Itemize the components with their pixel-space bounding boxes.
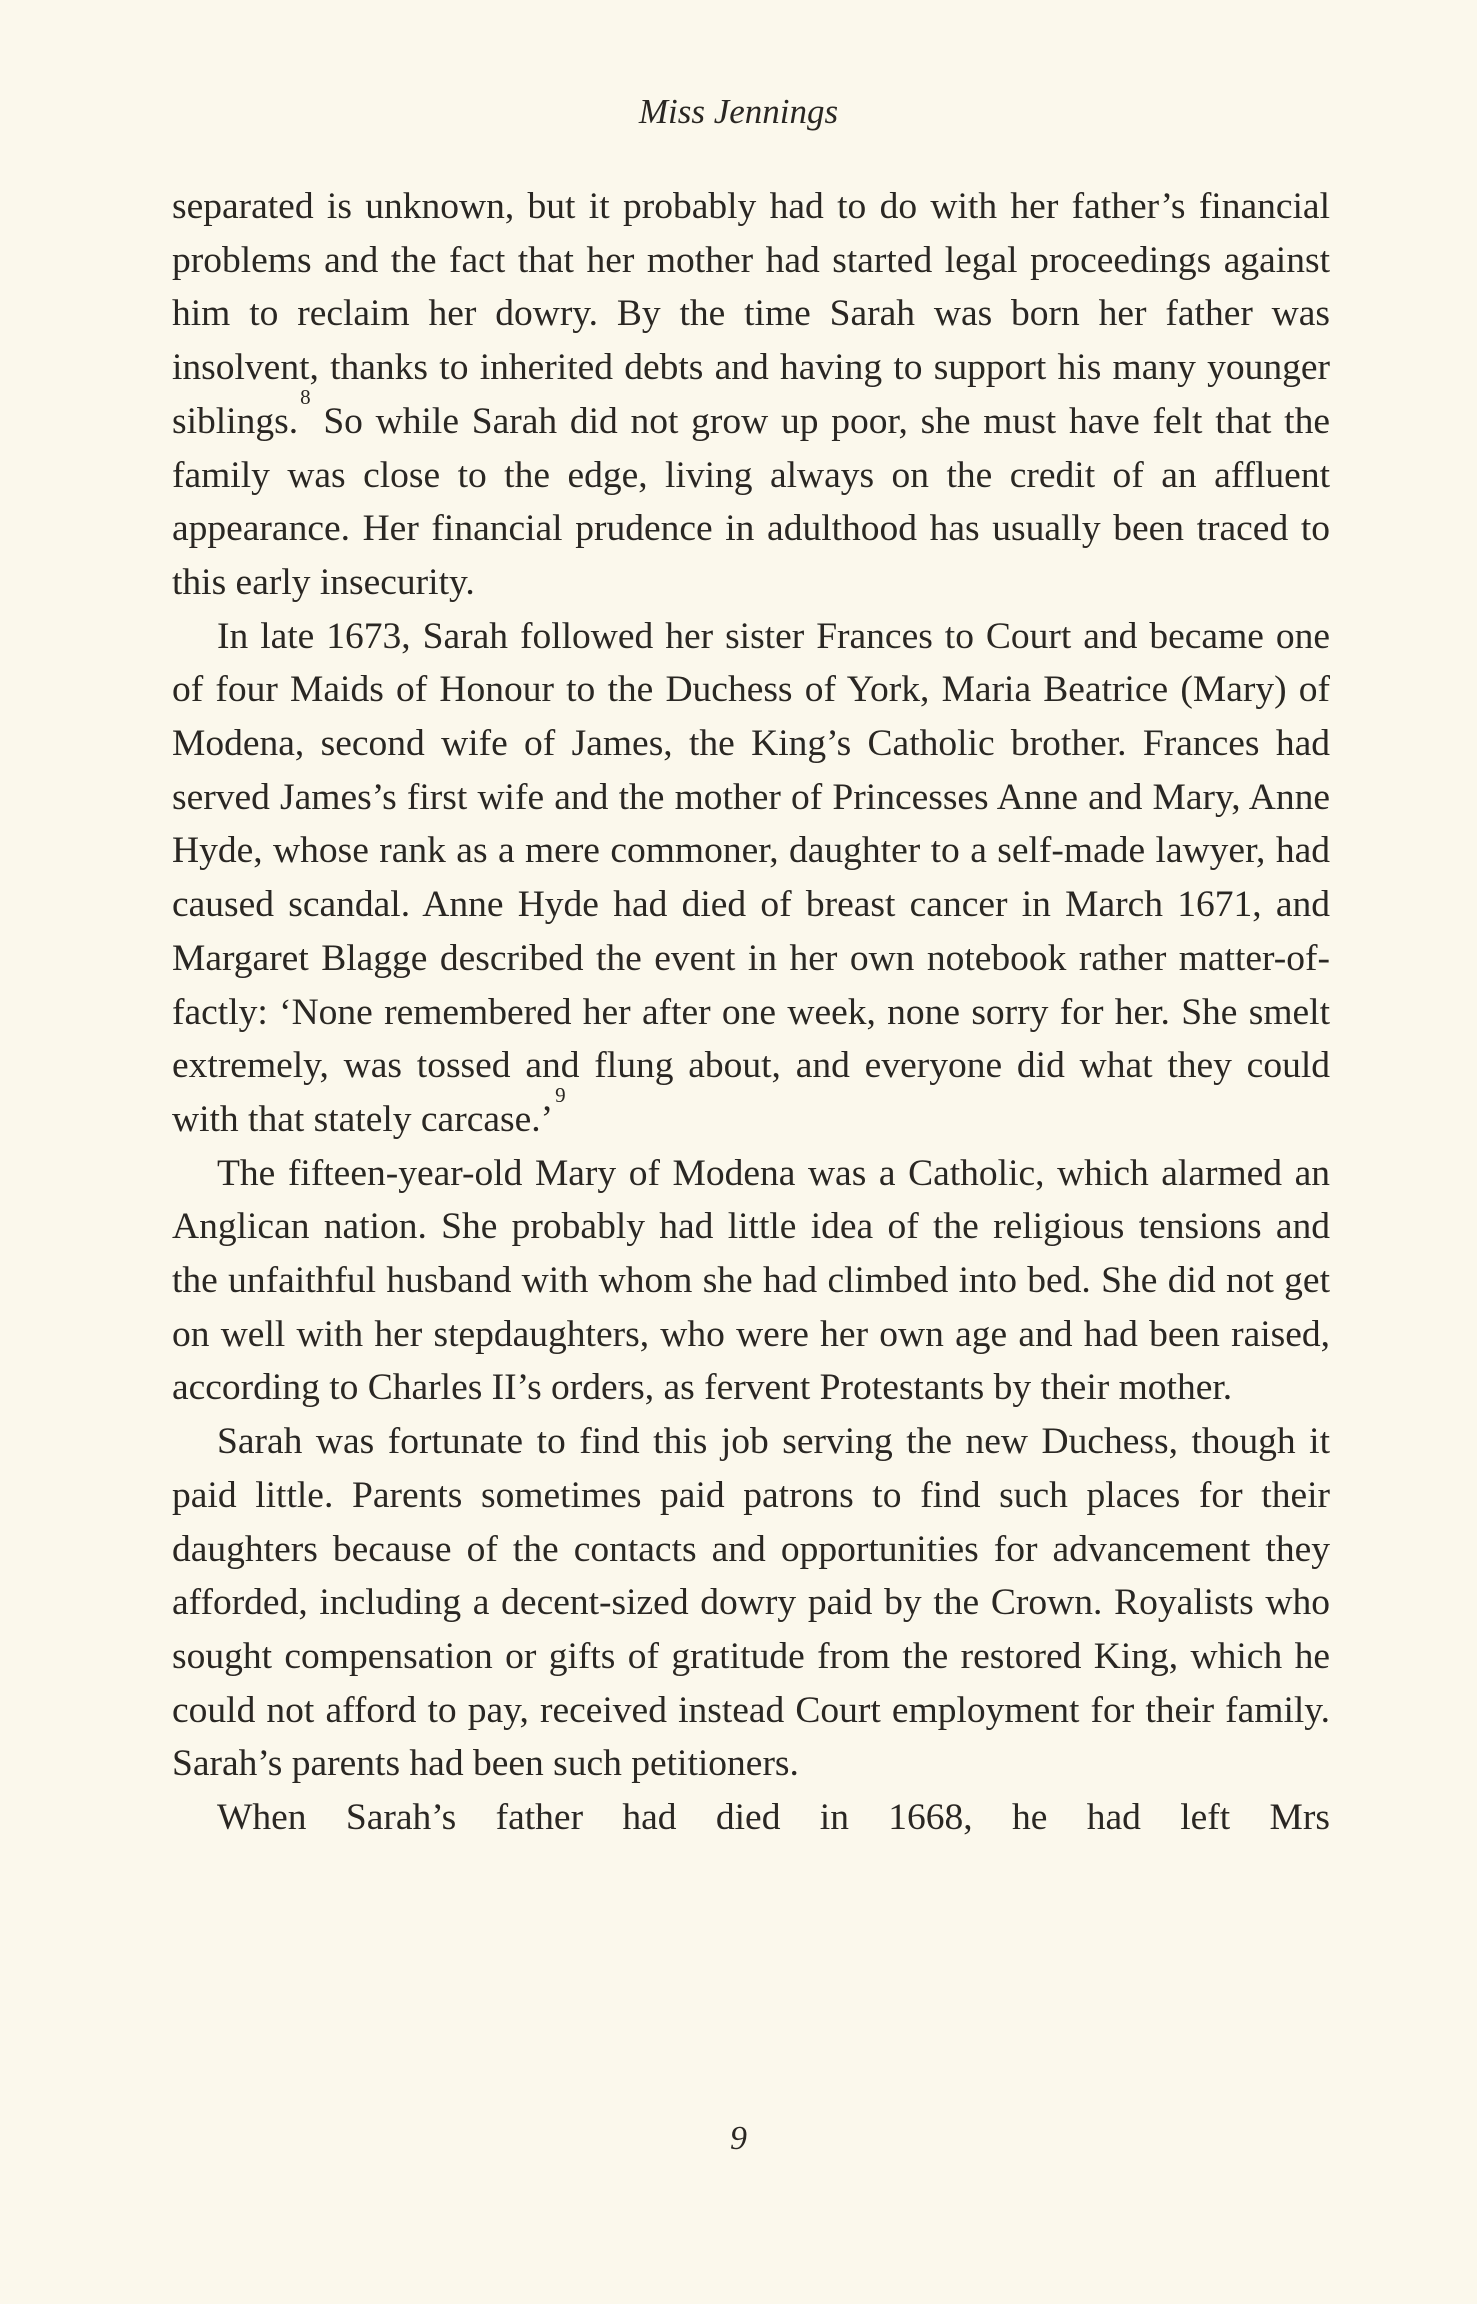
paragraph-1 [172,180,1330,610]
note-reference-9: 9 [555,1083,566,1108]
paragraph-4-text: Sarah was fortunate to find this job serving the new Duchess, though it paid little. Parents sometimes paid patrons to find such places for their daughters because of the contacts and opportunities for advancement they afforded, including a decent-sized dowry paid by the Crown. Royalists who sought compensation or gifts of gratitude from the restored King, which he could not afford to pay, received instead Court employment for their family. Sarah’s parents had been such petitioners. [172,1421,1330,1785]
paragraph-1-text: separated is unknown, but it probably had to do with her father’s financial problems and the fact that her mother had started legal proceedings against him to reclaim her dowry. By the time Sarah was born her father was insolvent, thanks to inherited debts and having to support his many younger siblings. [172,186,1330,442]
paragraph-2-text: In late 1673, Sarah followed her sister Frances to Court and became one of four Maids of Honour to the Duchess of York, Maria Beatrice (Mary) of Modena, second wife of James, the King’s Catholic brother. Frances had served James’s first wife and the mother of Princesses Anne and Mary, Anne Hyde, whose rank as a mere commoner, daughter to a self-made lawyer, had caused scandal. Anne Hyde had died of breast cancer in March 1671, and Margaret Blagge described the event in her own notebook rather matter-of-factly: ‘None remembered her after one week, none sorry for her. She smelt extremely, was tossed and flung about, and everyone did what they could with that stately carcase.’ [172,615,1330,1140]
paragraph-5-text: When Sarah’s father had died in 1668, he had left Mrs [217,1797,1330,1839]
paragraph-3-text: The fifteen-year-old Mary of Modena was a Catholic, which alarmed an Anglican nation. She probably had little idea of the religious tensions and the unfaithful husband with whom she had climbed into bed. She did not get on well with her stepdaughters, who were her own age and had been raised, according to Charles II’s orders, as fervent Protestants by their mother. [172,1152,1330,1409]
page-number: 9 [730,2120,747,2157]
paragraph-3 [172,1147,1330,1416]
paragraph-4 [172,1415,1330,1791]
paragraph-1-text-continued: So while Sarah did not grow up poor, she must have felt that the family was close to the edge, living always on the credit of an affluent appearance. Her financial prudence in adulthood has usually been traced to this early insecurity. [172,400,1330,603]
paragraph-2 [172,610,1330,1147]
paragraph-5 [172,1791,1330,1845]
running-head: Miss Jennings [638,92,839,131]
body-text [172,180,1330,1845]
note-reference-8: 8 [300,385,311,410]
